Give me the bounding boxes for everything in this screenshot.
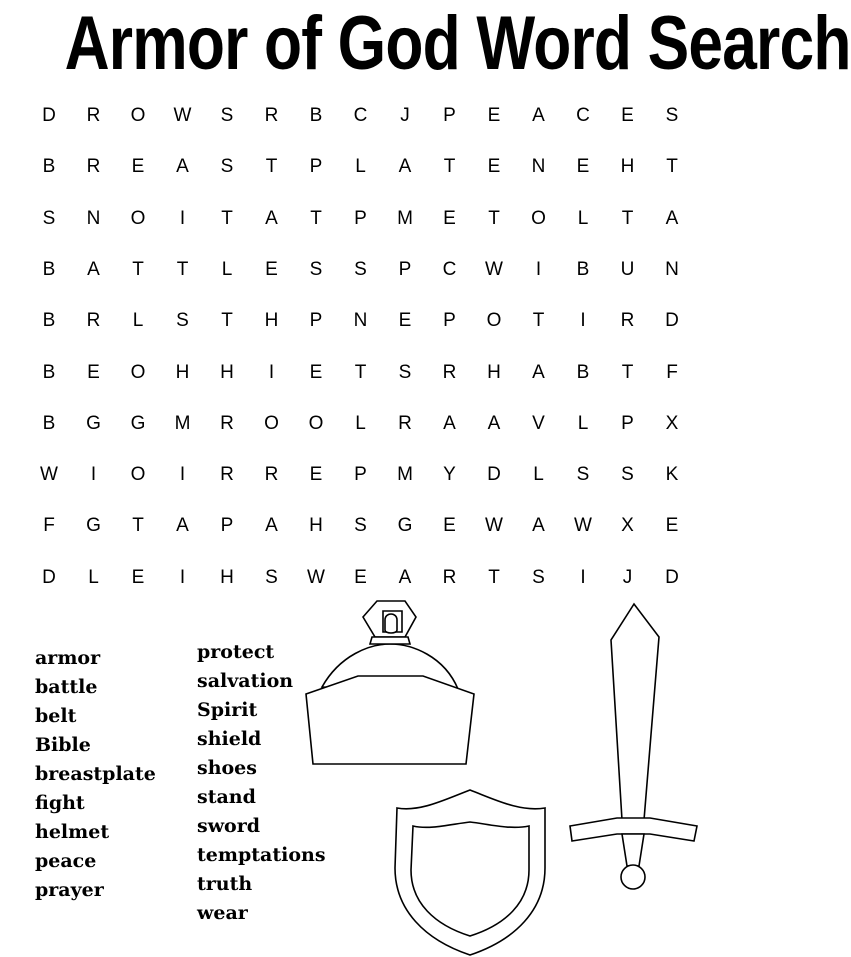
grid-letter[interactable]: X xyxy=(665,412,679,434)
grid-letter[interactable]: W xyxy=(40,464,58,486)
grid-letter[interactable]: A xyxy=(87,258,100,280)
word-list-item: stand xyxy=(197,786,256,808)
helmet-brim xyxy=(306,676,474,764)
grid-letter[interactable]: P xyxy=(443,310,456,332)
grid-letter[interactable]: H xyxy=(620,156,635,178)
grid-letter[interactable]: O xyxy=(130,464,146,486)
helmet-drawing xyxy=(306,601,474,764)
grid-letter[interactable]: L xyxy=(355,412,366,434)
grid-letter[interactable]: R xyxy=(220,464,234,486)
sword-drawing xyxy=(570,604,697,889)
grid-letter[interactable]: T xyxy=(532,310,545,332)
grid-letter[interactable]: A xyxy=(665,207,679,229)
grid-letter[interactable]: S xyxy=(176,310,189,332)
grid-letter[interactable]: T xyxy=(621,361,634,383)
grid-letter[interactable]: I xyxy=(90,464,97,486)
grid-letter[interactable]: S xyxy=(576,464,590,486)
grid-letter[interactable]: E xyxy=(443,207,456,229)
grid-letter[interactable]: L xyxy=(533,464,544,486)
word-list-item: belt xyxy=(35,705,77,727)
grid-letter[interactable]: W xyxy=(574,515,592,537)
grid-letter[interactable]: E xyxy=(576,156,590,178)
grid-letter[interactable]: P xyxy=(621,412,634,434)
grid-letter[interactable]: E xyxy=(309,361,323,383)
grid-letter[interactable]: I xyxy=(179,464,186,486)
helmet-crest-base xyxy=(370,637,410,644)
grid-letter[interactable]: C xyxy=(442,258,457,280)
word-list-item: truth xyxy=(197,873,253,895)
grid-letter[interactable]: G xyxy=(86,412,101,434)
sword-blade xyxy=(611,604,659,820)
grid-letter[interactable]: T xyxy=(488,207,500,229)
grid-letter[interactable]: N xyxy=(86,207,101,229)
shield-drawing xyxy=(395,790,545,955)
grid-letter[interactable]: C xyxy=(576,105,590,126)
grid-letter[interactable]: T xyxy=(132,258,144,280)
grid-letter[interactable]: Y xyxy=(443,464,456,486)
grid-letter[interactable]: A xyxy=(443,412,456,434)
grid-letter[interactable]: T xyxy=(176,258,189,280)
grid-letter[interactable]: B xyxy=(309,105,323,126)
grid-letter[interactable]: S xyxy=(265,566,278,588)
grid-letter[interactable]: L xyxy=(355,156,366,178)
grid-letter[interactable]: W xyxy=(485,258,503,280)
grid-letter[interactable]: B xyxy=(576,361,590,383)
grid-letter[interactable]: O xyxy=(130,207,146,229)
grid-letter[interactable]: E xyxy=(621,105,634,126)
grid-letter[interactable]: H xyxy=(175,361,190,383)
grid-letter[interactable]: W xyxy=(173,105,192,126)
grid-letter[interactable]: B xyxy=(42,156,56,178)
grid-letter[interactable]: C xyxy=(353,105,368,126)
word-list-item: breastplate xyxy=(35,763,156,785)
grid-letter[interactable]: A xyxy=(487,412,501,434)
grid-letter[interactable]: G xyxy=(397,515,413,537)
page-title: Armor of God Word Search xyxy=(64,1,851,86)
grid-letter[interactable]: T xyxy=(488,566,500,588)
grid-letter[interactable]: B xyxy=(42,361,56,383)
grid-letter[interactable]: H xyxy=(264,310,279,332)
grid-letter[interactable]: H xyxy=(309,515,323,537)
grid-letter[interactable]: T xyxy=(221,310,233,332)
word-list-item: battle xyxy=(35,676,98,698)
grid-letter[interactable]: G xyxy=(86,515,101,537)
grid-letter[interactable]: S xyxy=(665,105,679,126)
grid-letter[interactable]: S xyxy=(220,156,234,178)
grid-letter[interactable]: N xyxy=(665,258,679,280)
grid-letter[interactable]: O xyxy=(130,105,146,126)
grid-letter[interactable]: S xyxy=(532,566,545,588)
grid-letter[interactable]: A xyxy=(265,207,278,229)
grid-letter[interactable]: J xyxy=(622,566,633,588)
grid-letter[interactable]: L xyxy=(221,258,233,280)
grid-letter[interactable]: L xyxy=(132,310,144,332)
word-list-item: Spirit xyxy=(197,699,258,721)
grid-letter[interactable]: R xyxy=(264,105,279,126)
grid-letter[interactable]: X xyxy=(621,515,634,537)
grid-letter[interactable]: P xyxy=(309,156,323,178)
grid-letter[interactable]: H xyxy=(220,566,234,588)
word-list-item: prayer xyxy=(35,879,104,901)
grid-letter[interactable]: P xyxy=(354,207,367,229)
grid-letter[interactable]: T xyxy=(354,361,367,383)
grid-letter[interactable]: N xyxy=(531,156,546,178)
grid-letter[interactable]: O xyxy=(130,361,146,383)
word-list-item: protect xyxy=(197,641,275,663)
grid-letter[interactable]: B xyxy=(42,412,56,434)
grid-letter[interactable]: S xyxy=(398,361,412,383)
grid-letter[interactable]: E xyxy=(487,156,501,178)
grid-letter[interactable]: I xyxy=(268,361,275,383)
grid-letter[interactable]: B xyxy=(42,258,56,280)
grid-letter[interactable]: A xyxy=(176,515,189,537)
grid-letter[interactable]: L xyxy=(577,412,589,434)
grid-letter[interactable]: R xyxy=(398,412,412,434)
grid-letter[interactable]: O xyxy=(531,207,546,229)
word-list-item: temptations xyxy=(197,844,326,866)
word-list-item: salvation xyxy=(197,670,294,692)
grid-letter[interactable]: T xyxy=(666,156,678,178)
grid-letter[interactable]: I xyxy=(179,207,186,229)
grid-letter[interactable]: T xyxy=(265,156,278,178)
grid-letter[interactable]: M xyxy=(397,207,413,229)
word-list-item: shoes xyxy=(197,757,257,779)
grid-letter[interactable]: E xyxy=(131,566,145,588)
grid-letter[interactable]: B xyxy=(576,258,590,280)
grid-letter[interactable]: R xyxy=(264,464,279,486)
grid-letter[interactable]: B xyxy=(42,310,56,332)
grid-letter[interactable]: P xyxy=(443,105,456,126)
grid-letter[interactable]: D xyxy=(42,566,56,588)
grid-letter[interactable]: T xyxy=(132,515,144,537)
grid-letter[interactable]: N xyxy=(353,310,368,332)
word-list-item: sword xyxy=(197,815,261,837)
grid-letter[interactable]: E xyxy=(354,566,367,588)
grid-letter[interactable]: E xyxy=(398,310,412,332)
grid-letter[interactable]: D xyxy=(42,105,56,126)
grid-letter[interactable]: S xyxy=(309,258,323,280)
grid-letter[interactable]: J xyxy=(400,105,410,126)
grid-letter[interactable]: S xyxy=(42,207,56,229)
grid-letter[interactable]: P xyxy=(309,310,323,332)
grid-letter[interactable]: T xyxy=(621,207,634,229)
grid-letter[interactable]: A xyxy=(398,566,412,588)
helmet-crest-window xyxy=(385,614,397,633)
grid-letter[interactable]: F xyxy=(43,515,55,537)
grid-letter[interactable]: E xyxy=(87,361,100,383)
grid-letter[interactable]: T xyxy=(443,156,456,178)
grid-letter[interactable]: M xyxy=(174,412,191,434)
grid-letter[interactable]: R xyxy=(86,156,101,178)
grid-letter[interactable]: E xyxy=(309,464,323,486)
grid-letter[interactable]: O xyxy=(308,412,324,434)
grid-letter[interactable]: W xyxy=(485,515,503,537)
grid-letter[interactable]: D xyxy=(665,566,679,588)
grid-letter[interactable]: S xyxy=(220,105,234,126)
grid-letter[interactable]: K xyxy=(665,464,679,486)
word-list-item: armor xyxy=(35,647,101,669)
grid-letter[interactable]: R xyxy=(620,310,635,332)
grid-letter[interactable]: S xyxy=(621,464,634,486)
grid-letter[interactable]: I xyxy=(535,258,542,280)
grid-letter[interactable]: A xyxy=(532,361,545,383)
sword-pommel xyxy=(621,865,645,889)
grid-letter[interactable]: H xyxy=(487,361,501,383)
grid-letter[interactable]: M xyxy=(397,464,413,486)
grid-letter[interactable]: D xyxy=(487,464,501,486)
grid-letter[interactable]: R xyxy=(86,105,101,126)
grid-letter[interactable]: S xyxy=(354,258,367,280)
sword-grip xyxy=(622,834,644,866)
word-list-item: shield xyxy=(197,728,262,750)
grid-letter[interactable]: E xyxy=(443,515,456,537)
grid-letter[interactable]: I xyxy=(580,566,586,588)
grid-letter[interactable]: I xyxy=(580,310,586,332)
grid-letter[interactable]: L xyxy=(577,207,589,229)
grid-letter[interactable]: T xyxy=(310,207,322,229)
grid-letter[interactable]: E xyxy=(665,515,679,537)
grid-letter[interactable]: W xyxy=(307,566,325,588)
grid-letter[interactable]: A xyxy=(265,515,278,537)
grid-letter[interactable]: G xyxy=(130,412,146,434)
grid-letter[interactable]: E xyxy=(265,258,278,280)
grid-letter[interactable]: E xyxy=(487,105,501,126)
grid-letter[interactable]: H xyxy=(220,361,234,383)
word-list-item: helmet xyxy=(35,821,110,843)
grid-letter[interactable]: U xyxy=(620,258,635,280)
grid-letter[interactable]: A xyxy=(532,515,545,537)
word-list-item: Bible xyxy=(35,734,91,756)
grid-letter[interactable]: A xyxy=(398,156,412,178)
word-list-item: fight xyxy=(35,792,85,814)
grid-letter[interactable]: S xyxy=(354,515,367,537)
grid-letter[interactable]: I xyxy=(179,566,186,588)
grid-letter[interactable]: V xyxy=(532,412,545,434)
grid-letter[interactable]: P xyxy=(220,515,234,537)
grid-letter[interactable]: L xyxy=(88,566,99,588)
word-list-item: wear xyxy=(197,902,248,924)
grid-letter[interactable]: T xyxy=(221,207,233,229)
grid-letter[interactable]: D xyxy=(665,310,679,332)
grid-letter[interactable]: R xyxy=(442,361,457,383)
grid-letter[interactable]: R xyxy=(220,412,234,434)
grid-letter[interactable]: P xyxy=(354,464,367,486)
grid-letter[interactable]: O xyxy=(264,412,279,434)
grid-letter[interactable]: R xyxy=(86,310,101,332)
grid-letter[interactable]: A xyxy=(532,105,545,126)
grid-letter[interactable]: A xyxy=(176,156,189,178)
grid-letter[interactable]: R xyxy=(442,566,457,588)
grid-letter[interactable]: E xyxy=(131,156,145,178)
grid-letter[interactable]: O xyxy=(486,310,502,332)
word-list-item: peace xyxy=(35,850,97,872)
grid-letter[interactable]: F xyxy=(666,361,678,383)
grid-letter[interactable]: P xyxy=(398,258,412,280)
